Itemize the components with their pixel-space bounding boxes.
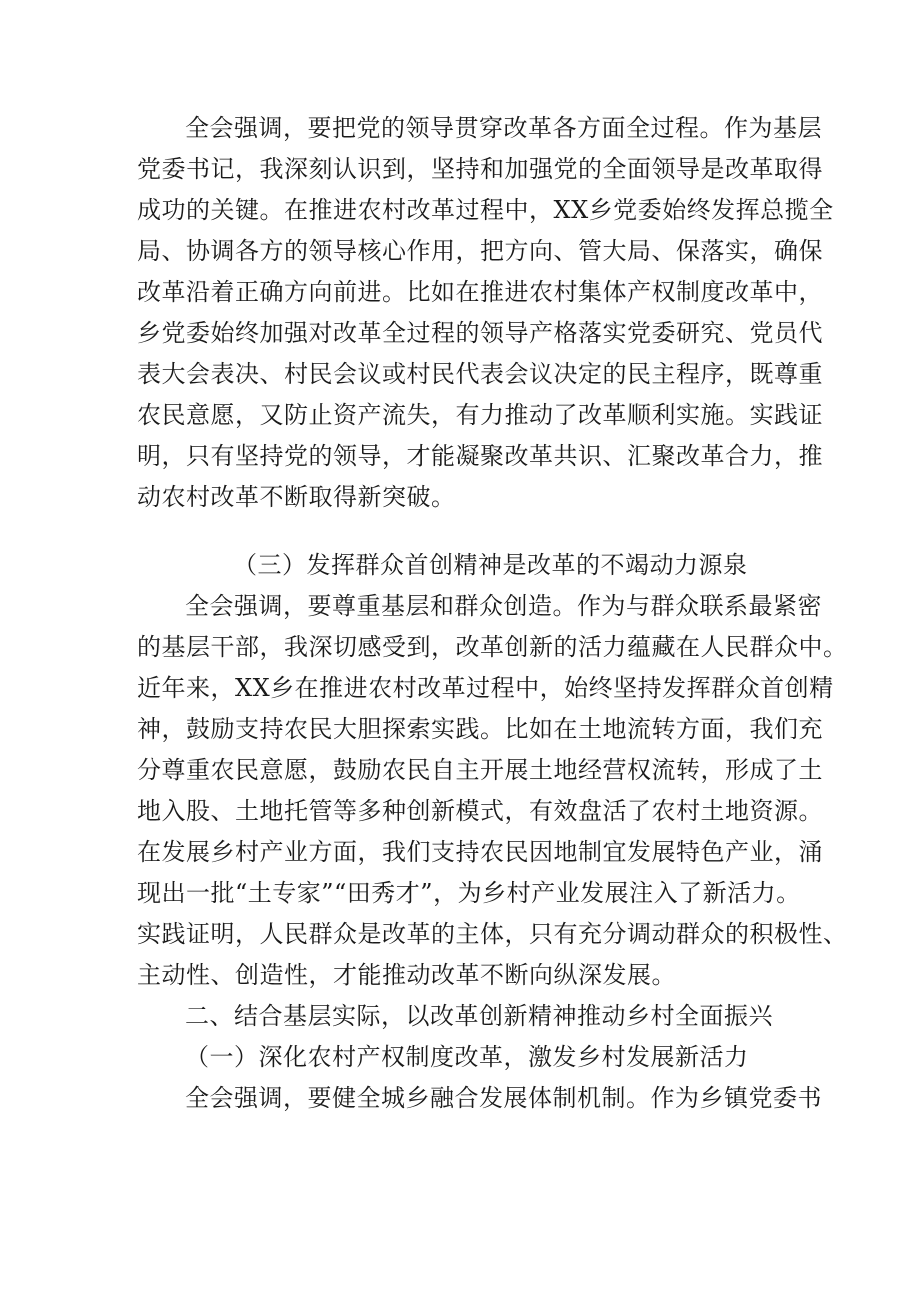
section-heading-3: （三）发挥群众首创精神是改革的不竭动力源泉 (233, 551, 748, 579)
paragraph-line: 成功的关键。在推进农村改革过程中，XX乡党委始终发挥总揽全 (137, 196, 834, 224)
paragraph-line: 动农村改革不断取得新突破。 (137, 483, 456, 511)
paragraph-line: 明，只有坚持党的领导，才能凝聚改革共识、汇聚改革合力，推 (137, 442, 823, 470)
section-heading-subsection: （一）深化农村产权制度改革，激发乡村发展新活力 (185, 1043, 749, 1071)
paragraph-line: 主动性、创造性，才能推动改革不断向纵深发展。 (137, 961, 676, 989)
paragraph-line: 全会强调，要尊重基层和群众创造。作为与群众联系最紧密 (185, 592, 822, 620)
paragraph-line: 的基层干部，我深切感受到，改革创新的活力蕴藏在人民群众中。 (137, 633, 848, 661)
paragraph-line: 现出一批“土专家”“田秀才”，为乡村产业发展注入了新活力。 (137, 879, 801, 907)
paragraph-line: 局、协调各方的领导核心作用，把方向、管大局、保落实，确保 (137, 237, 823, 265)
paragraph-line: 全会强调，要健全城乡融合发展体制机制。作为乡镇党委书 (185, 1084, 822, 1112)
paragraph-line: 农民意愿，又防止资产流失，有力推动了改革顺利实施。实践证 (137, 401, 823, 429)
paragraph-line: 地入股、土地托管等多种创新模式，有效盘活了农村土地资源。 (137, 797, 823, 825)
paragraph-line: 实践证明，人民群众是改革的主体，只有充分调动群众的积极性、 (137, 920, 848, 948)
paragraph-line: 党委书记，我深刻认识到，坚持和加强党的全面领导是改革取得 (137, 155, 823, 183)
paragraph-line: 近年来，XX乡在推进农村改革过程中，始终坚持发挥群众首创精 (137, 674, 834, 702)
paragraph-line: 表大会表决、村民会议或村民代表会议决定的民主程序，既尊重 (137, 360, 823, 388)
section-heading-2: 二、结合基层实际，以改革创新精神推动乡村全面振兴 (185, 1002, 773, 1030)
paragraph-line: 改革沿着正确方向前进。比如在推进农村集体产权制度改革中， (137, 278, 823, 306)
paragraph-line: 分尊重农民意愿，鼓励农民自主开展土地经营权流转，形成了土 (137, 756, 823, 784)
paragraph-line: 在发展乡村产业方面，我们支持农民因地制宜发展特色产业，涌 (137, 838, 823, 866)
paragraph-line: 乡党委始终加强对改革全过程的领导产格落实党委研究、党员代 (137, 319, 823, 347)
paragraph-line: 全会强调，要把党的领导贯穿改革各方面全过程。作为基层 (185, 114, 822, 142)
paragraph-line: 神，鼓励支持农民大胆探索实践。比如在土地流转方面，我们充 (137, 715, 823, 743)
